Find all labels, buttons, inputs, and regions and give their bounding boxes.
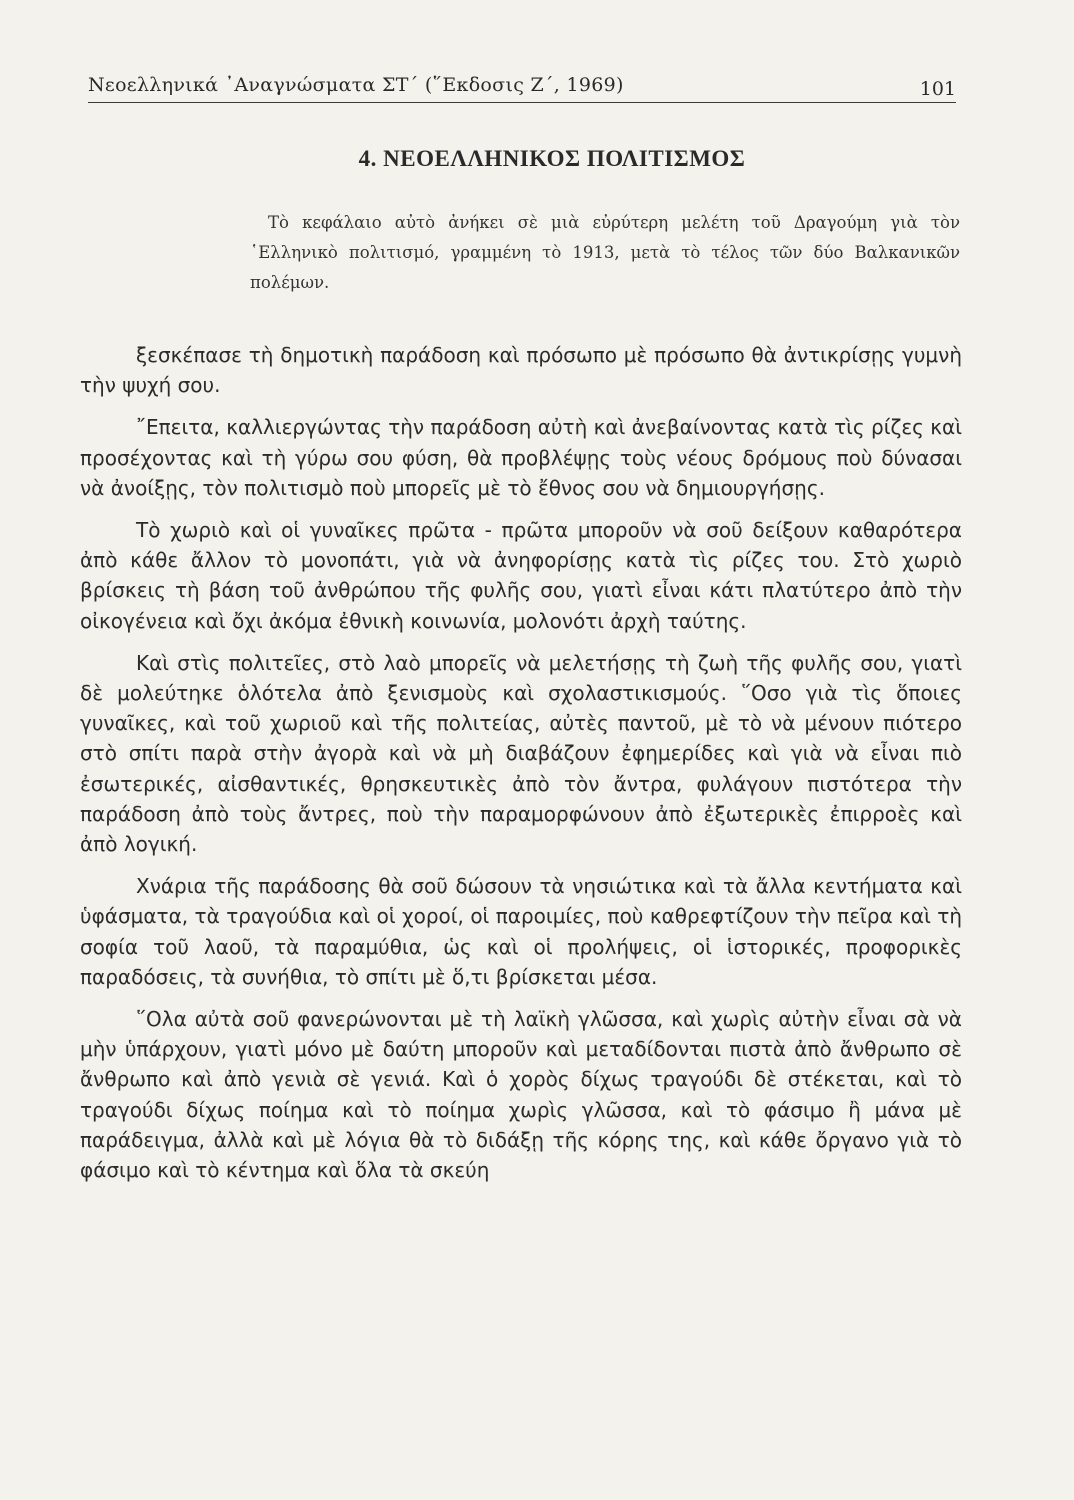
paragraph-6: ῞Ολα αὐτὰ σοῦ φανερώνονται μὲ τὴ λαϊκὴ γλῶσσα, καὶ χωρὶς αὐτὴν εἶναι σὰ νὰ μὴν ὑπάρχουν, γιατὶ μόνο μὲ δαύτη μποροῦν καὶ μεταδίδονται πιστὰ ἀπὸ ἄνθρωπο σὲ ἄνθρωπο καὶ ἀπὸ γενιὰ σὲ γενιά. Καὶ ὁ χορὸς δίχως τραγούδι δὲ στέκεται, καὶ τὸ τραγούδι δίχως ποίημα καὶ τὸ ποίημα χωρὶς γλῶσσα, καὶ τὸ φάσιμο ἢ μάνα μὲ παράδειγμα, ἀλλὰ καὶ μὲ λόγια θὰ τὸ διδάξῃ τῆς κόρης της, καὶ κάθε ὄργανο γιὰ τὸ φάσιμο καὶ τὸ κέντημα καὶ ὅλα τὰ σκεύη [80,1007,962,1183]
body-text [80,340,962,1197]
paragraph-4: Καὶ στὶς πολιτεῖες, στὸ λαὸ μπορεῖς νὰ μελετήσῃς τὴ ζωὴ τῆς φυλῆς σου, γιατὶ δὲ μολεύτηκε ὁλότελα ἀπὸ ξενισμοὺς καὶ σχολαστικισμούς. ῞Οσο γιὰ τὶς ὅποιες γυναῖκες, καὶ τοῦ χωριοῦ καὶ τῆς πολιτείας, αὐτὲς παντοῦ, μὲ τὸ νὰ μένουν πιότερο στὸ σπίτι παρὰ στὴν ἀγορὰ καὶ νὰ μὴ διαβάζουν ἐφημερίδες καὶ γιὰ νὰ εἶναι πιὸ ἐσωτερικές, αἰσθαντικές, θρησκευτικὲς ἀπὸ τὸν ἄντρα, φυλάγουν πιστότερα τὴν παράδοση ἀπὸ τοὺς ἄντρες, ποὺ τὴν παραμορφώνουν ἀπὸ ἐξωτερικὲς ἐπιρροὲς καὶ ἀπὸ λογική. [80,650,962,857]
paragraph-2: ῎Επειτα, καλλιεργώντας τὴν παράδοση αὐτὴ καὶ ἀνεβαίνοντας κατὰ τὶς ρίζες καὶ προσέχοντας καὶ τὴ γύρω σου φύση, θὰ προβλέψῃς τοὺς νέους δρόμους ποὺ δύνασαι νὰ ἀνοίξῃς, τὸν πολιτισμὸ ποὺ μπορεῖς μὲ τὸ ἔθνος σου νὰ δημιουργήσῃς. [80,415,962,500]
running-title: Νεοελληνικά ᾿Αναγνώσματα ΣΤ΄ (῞Εκδοσις Ζ΄, 1969) [88,74,624,96]
chapter-title: 4. ΝΕΟΕΛΛΗΝΙΚΟΣ ΠΟΛΙΤΙΣΜΟΣ [358,146,746,171]
chapter-intro-note: Τὸ κεφάλαιο αὐτὸ ἀνήκει σὲ μιὰ εὐρύτερη μελέτη τοῦ Δραγούμη γιὰ τὸν ῾Ελληνικὸ πολιτισμό, γραμμένη τὸ 1913, μετὰ τὸ τέλος τῶν δύο Βαλκανικῶν πολέμων. [250,213,960,292]
running-header [88,70,956,103]
paragraph-3: Τὸ χωριὸ καὶ οἱ γυναῖκες πρῶτα - πρῶτα μποροῦν νὰ σοῦ δείξουν καθαρότερα ἀπὸ κάθε ἄλλον τὸ μονοπάτι, γιὰ νὰ ἀνηφορίσῃς κατὰ τὶς ρίζες του. Στὸ χωριὸ βρίσκεις τὴ βάση τοῦ ἀνθρώπου τῆς φυλῆς σου, γιατὶ εἶναι κάτι πλατύτερο ἀπὸ τὴν οἰκογένεια καὶ ὄχι ἀκόμα ἐθνικὴ κοινωνία, μολονότι ἀρχὴ ταύτης. [80,518,962,633]
paragraph-5: Χνάρια τῆς παράδοσης θὰ σοῦ δώσουν τὰ νησιώτικα καὶ τὰ ἄλλα κεντήματα καὶ ὑφάσματα, τὰ τραγούδια καὶ οἱ χοροί, οἱ παροιμίες, ποὺ καθρεφτίζουν τὴν πεῖρα καὶ τὴ σοφία τοῦ λαοῦ, τὰ παραμύθια, ὡς καὶ οἱ προλήψεις, οἱ ἱστορικές, προφορικὲς παραδόσεις, τὰ συνήθια, τὸ σπίτι μὲ ὅ,τι βρίσκεται μέσα. [80,874,962,989]
paragraph-1: ξεσκέπασε τὴ δημοτικὴ παράδοση καὶ πρόσωπο μὲ πρόσωπο θὰ ἀντικρίσῃς γυμνὴ τὴν ψυχή σου. [80,343,962,398]
page-number: 101 [919,78,956,100]
